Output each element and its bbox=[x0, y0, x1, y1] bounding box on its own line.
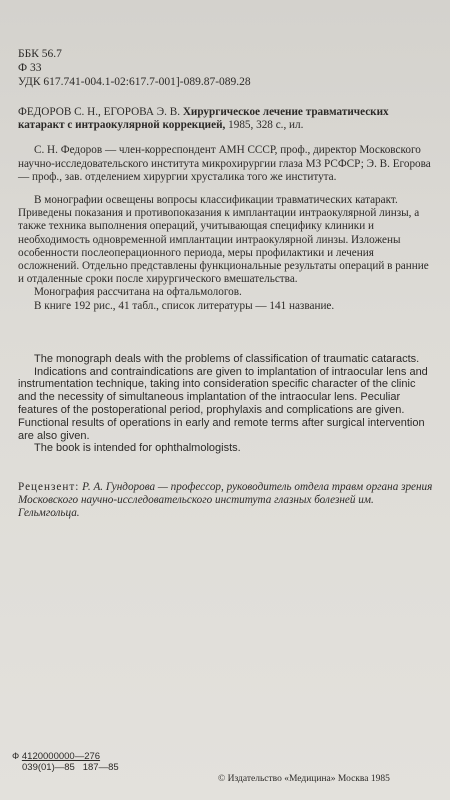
authors: ФЕДОРОВ С. Н., ЕГОРОВА Э. В. bbox=[18, 106, 183, 118]
abstract-en-2: Indications and contraindications are given to implantation of intraocular lens and instrumentation technique, taking into consideration specific character of the clinic and the necessity of simultaneous implantation of the intraocular lens. Peculiar features of the postoperational period, prophylaxis and complications are given. Functional results of operations in early and remote terms after surgical intervention are also given. bbox=[18, 365, 428, 442]
publication-index bbox=[12, 751, 119, 773]
classification-block bbox=[18, 48, 436, 88]
audience-en: The book is intended for ophthalmologists. bbox=[34, 442, 241, 455]
bibliographic-heading bbox=[18, 106, 436, 132]
reviewer-block bbox=[18, 481, 436, 520]
reviewer-text: Р. А. Гундорова — профессор, руководитель отдела травм органа зрения Московского научно-исследовательского института глазных болезней им. Гельмгольца. bbox=[18, 481, 433, 520]
index-denominator: 039(01)—85 bbox=[22, 762, 75, 773]
book-title: Хирургическое лечение травматических катаракт с интраокулярной коррекцией, bbox=[18, 106, 389, 132]
imprint-details: 1985, 328 с., ил. bbox=[225, 119, 304, 132]
author-bio: С. Н. Федоров — член-корреспондент АМН СССР, проф., директор Московского научно-исследовательского института микрохирургии глаза МЗ РСФСР; Э. В. Егорова — проф., зав. отделением хирургии хрусталика того же института. bbox=[18, 144, 431, 183]
bbk-code: ББК 56.7 bbox=[18, 48, 62, 60]
index-number: 187—85 bbox=[82, 762, 119, 773]
index-letter: Ф bbox=[12, 751, 20, 762]
book-stats: В книге 192 рис., 41 табл., список литературы — 141 название. bbox=[34, 299, 335, 312]
author-mark: Ф 33 bbox=[18, 62, 42, 74]
index-numerator: 4120000000—276 bbox=[21, 751, 101, 762]
copyright-line: © Издательство «Медицина» Москва 1985 bbox=[218, 774, 390, 784]
abstract-en-1: The monograph deals with the problems of classification of traumatic cataracts. bbox=[34, 352, 420, 365]
abstract-ru: В монографии освещены вопросы классификации травматических катаракт. Приведены показания и противопоказания к имплантации интраокулярной линзы, а также техника выполнения операций, учитывающая специфику клиники и необходимость одновременной имплантации интраокулярной линзы. Изложены особенности послеоперационного периода, меры профилактики и лечения осложнений. Отдельно представлены функциональные результаты операций в ранние и отдаленные сроки после хирургического вмешательства. bbox=[18, 194, 429, 286]
russian-annotation bbox=[18, 144, 436, 312]
audience-ru: Монография рассчитана на офтальмологов. bbox=[34, 286, 242, 299]
reviewer-label: Рецензент: bbox=[18, 481, 80, 494]
english-annotation bbox=[18, 353, 436, 455]
udk-code: УДК 617.741-004.1-02:617.7-001]-089.87-089.28 bbox=[18, 76, 251, 88]
